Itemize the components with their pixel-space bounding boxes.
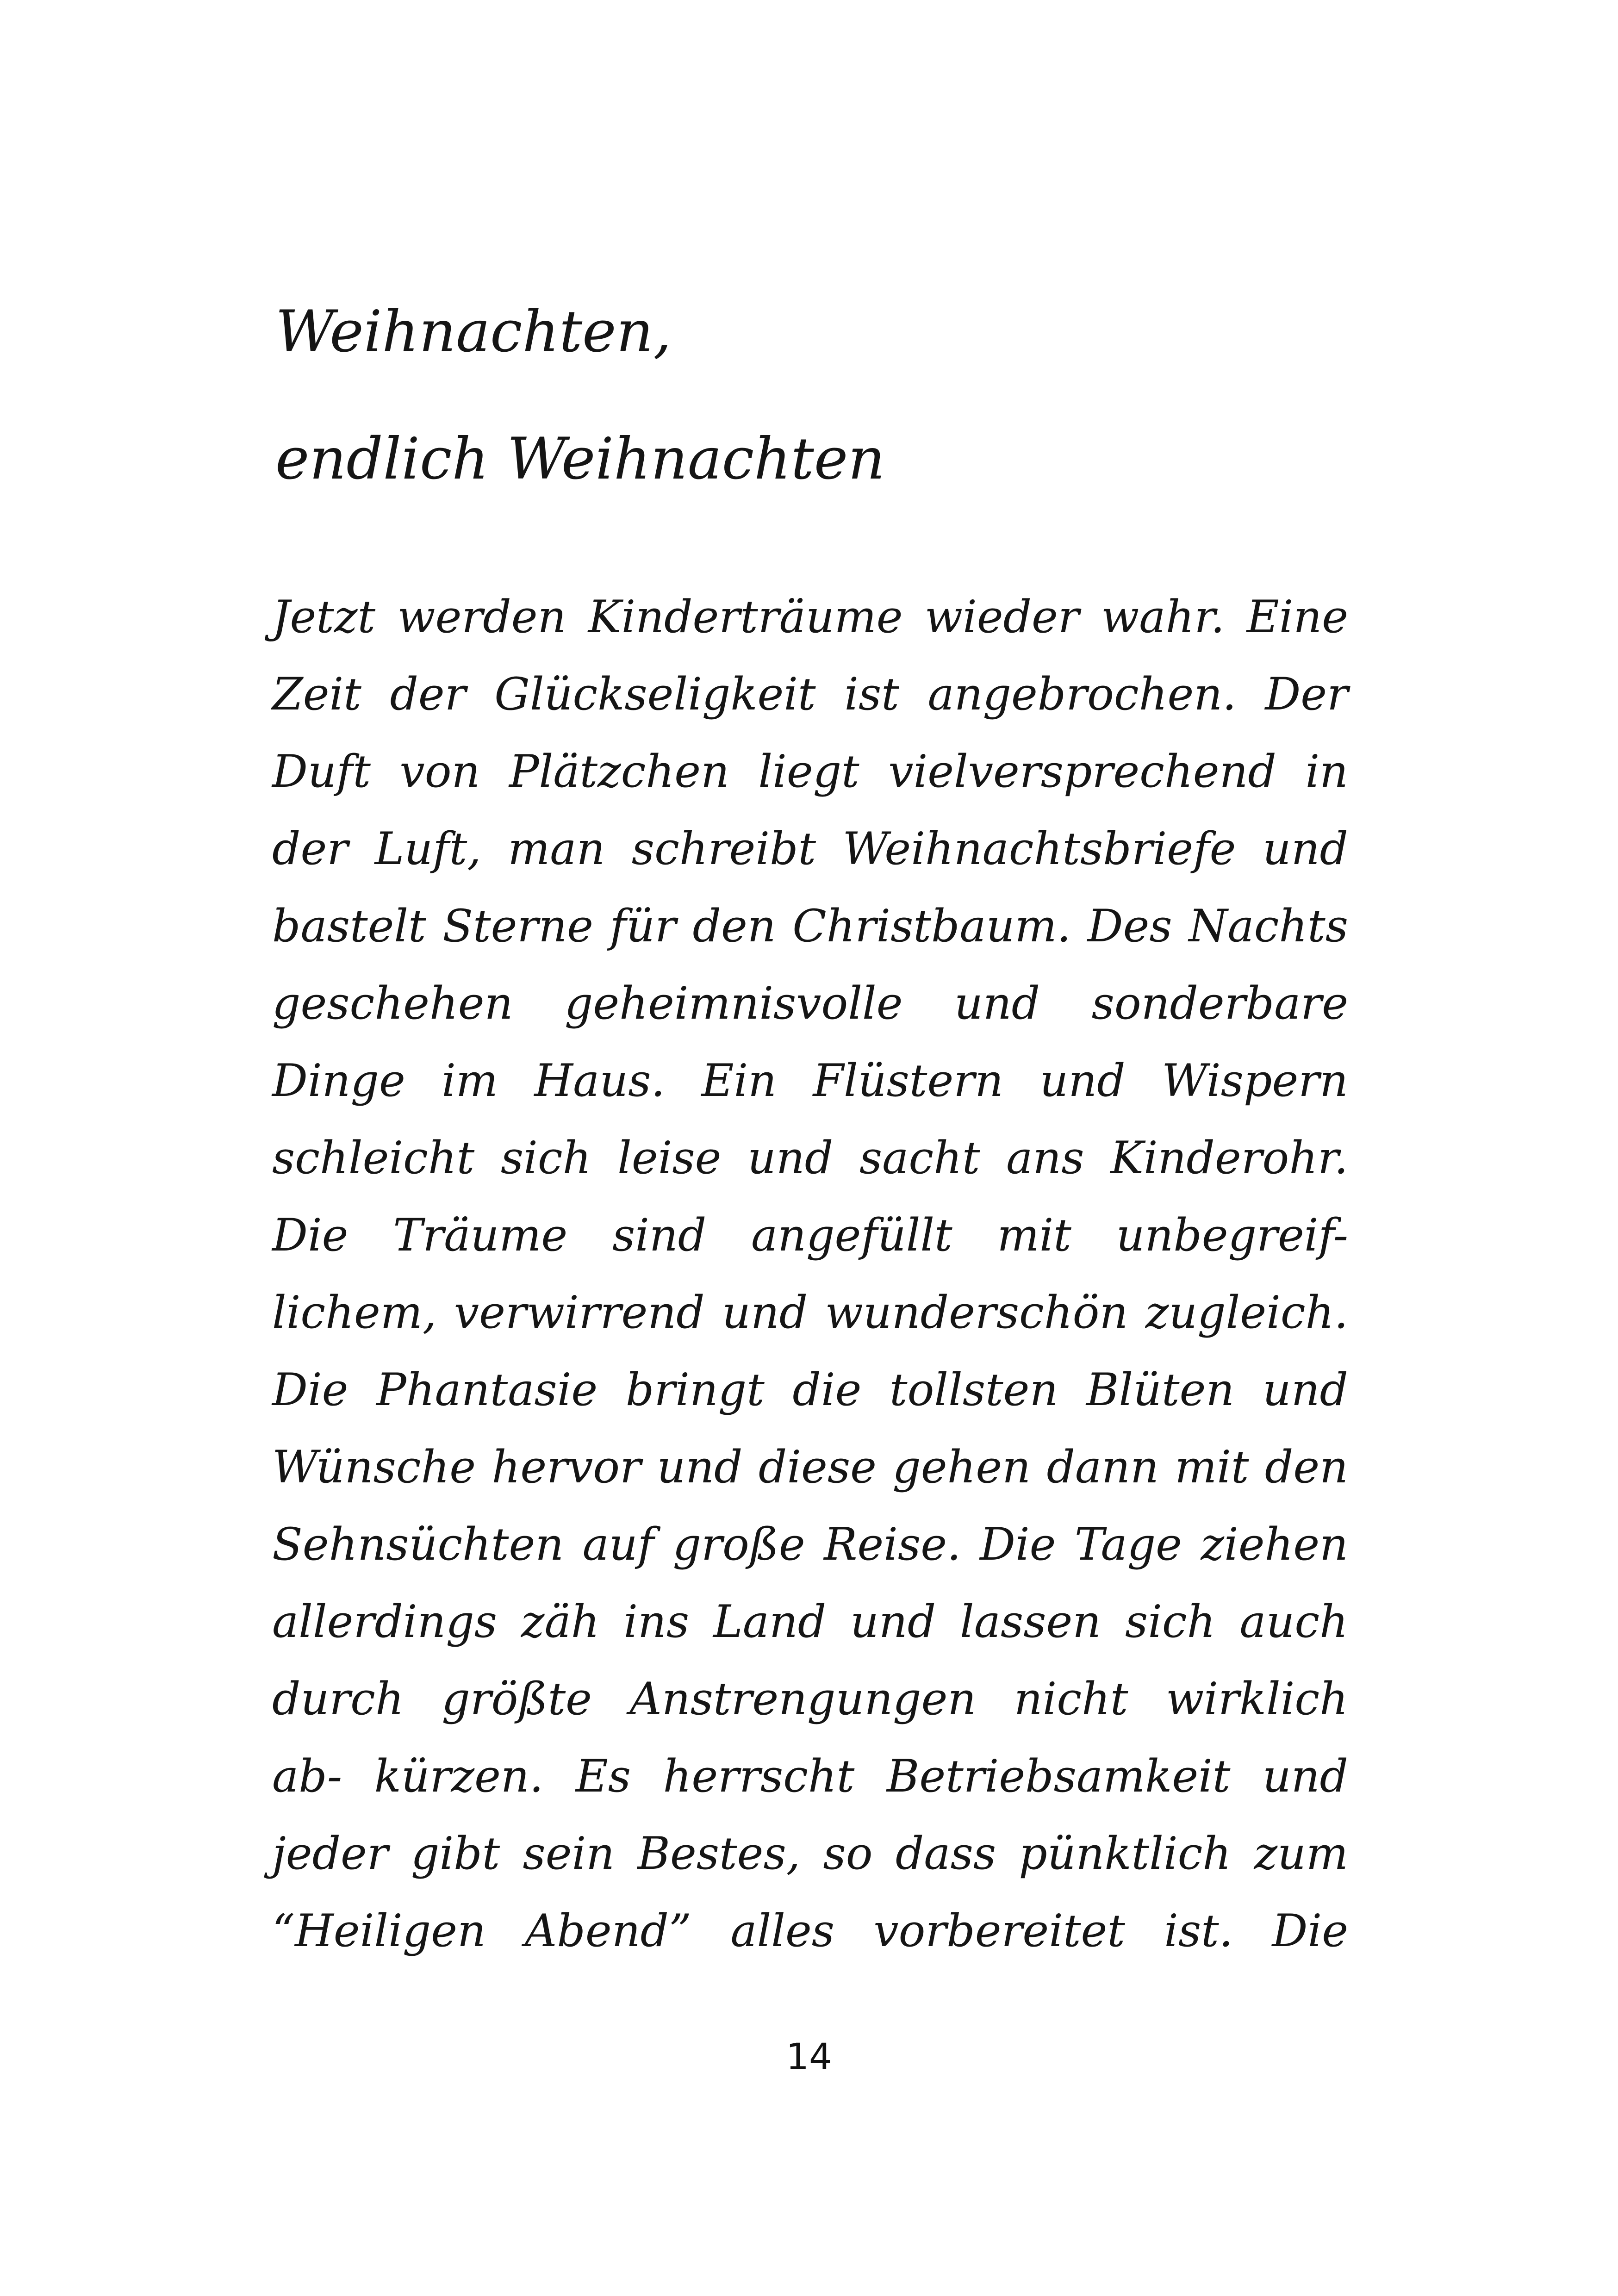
body-line-9: Die Träume sind angefüllt mit unbegreif- [272,1209,1348,1261]
body-line-6: geschehen geheimnisvolle und sonderbare [272,977,1348,1029]
body-line-4: der Luft, man schreibt Weihnachtsbriefe und [272,823,1348,875]
body-line-14: allerdings zäh ins Land und lassen sich auch [272,1596,1348,1648]
body-line-8: schleicht sich leise und sacht ans Kinderohr. [272,1132,1348,1184]
body-line-13: Sehnsüchten auf große Reise. Die Tage ziehen [272,1518,1348,1570]
body-line-10: lichem, verwirrend und wunderschön zugleich. [272,1287,1348,1338]
body-line-17: jeder gibt sein Bestes, so dass pünktlich zum [272,1828,1348,1879]
body-line-5: bastelt Sterne für den Christbaum. Des Nachts [272,900,1348,952]
chapter-title-line-2: endlich Weihnachten [275,426,885,492]
body-line-1: Jetzt werden Kinderträume wieder wahr. Eine [272,591,1348,643]
body-line-11: Die Phantasie bringt die tollsten Blüten und [272,1364,1348,1416]
body-line-3: Duft von Plätzchen liegt vielversprechend in [272,746,1348,797]
body-line-7: Dinge im Haus. Ein Flüstern und Wispern [272,1055,1348,1107]
body-line-16: ab- kürzen. Es herrscht Betriebsamkeit und [272,1750,1348,1802]
chapter-title-line-1: Weihnachten, [275,299,672,365]
body-line-15: durch größte Anstrengungen nicht wirklich [272,1673,1348,1725]
body-line-12: Wünsche hervor und diese gehen dann mit den [272,1441,1348,1493]
chapter-title [275,268,1340,523]
body-paragraph [272,579,1348,1970]
body-line-2: Zeit der Glückseligkeit ist angebrochen. Der [272,668,1348,720]
page-number: 14 [786,2036,832,2078]
body-line-18: “Heiligen Abend” alles vorbereitet ist. Die [272,1905,1348,1957]
